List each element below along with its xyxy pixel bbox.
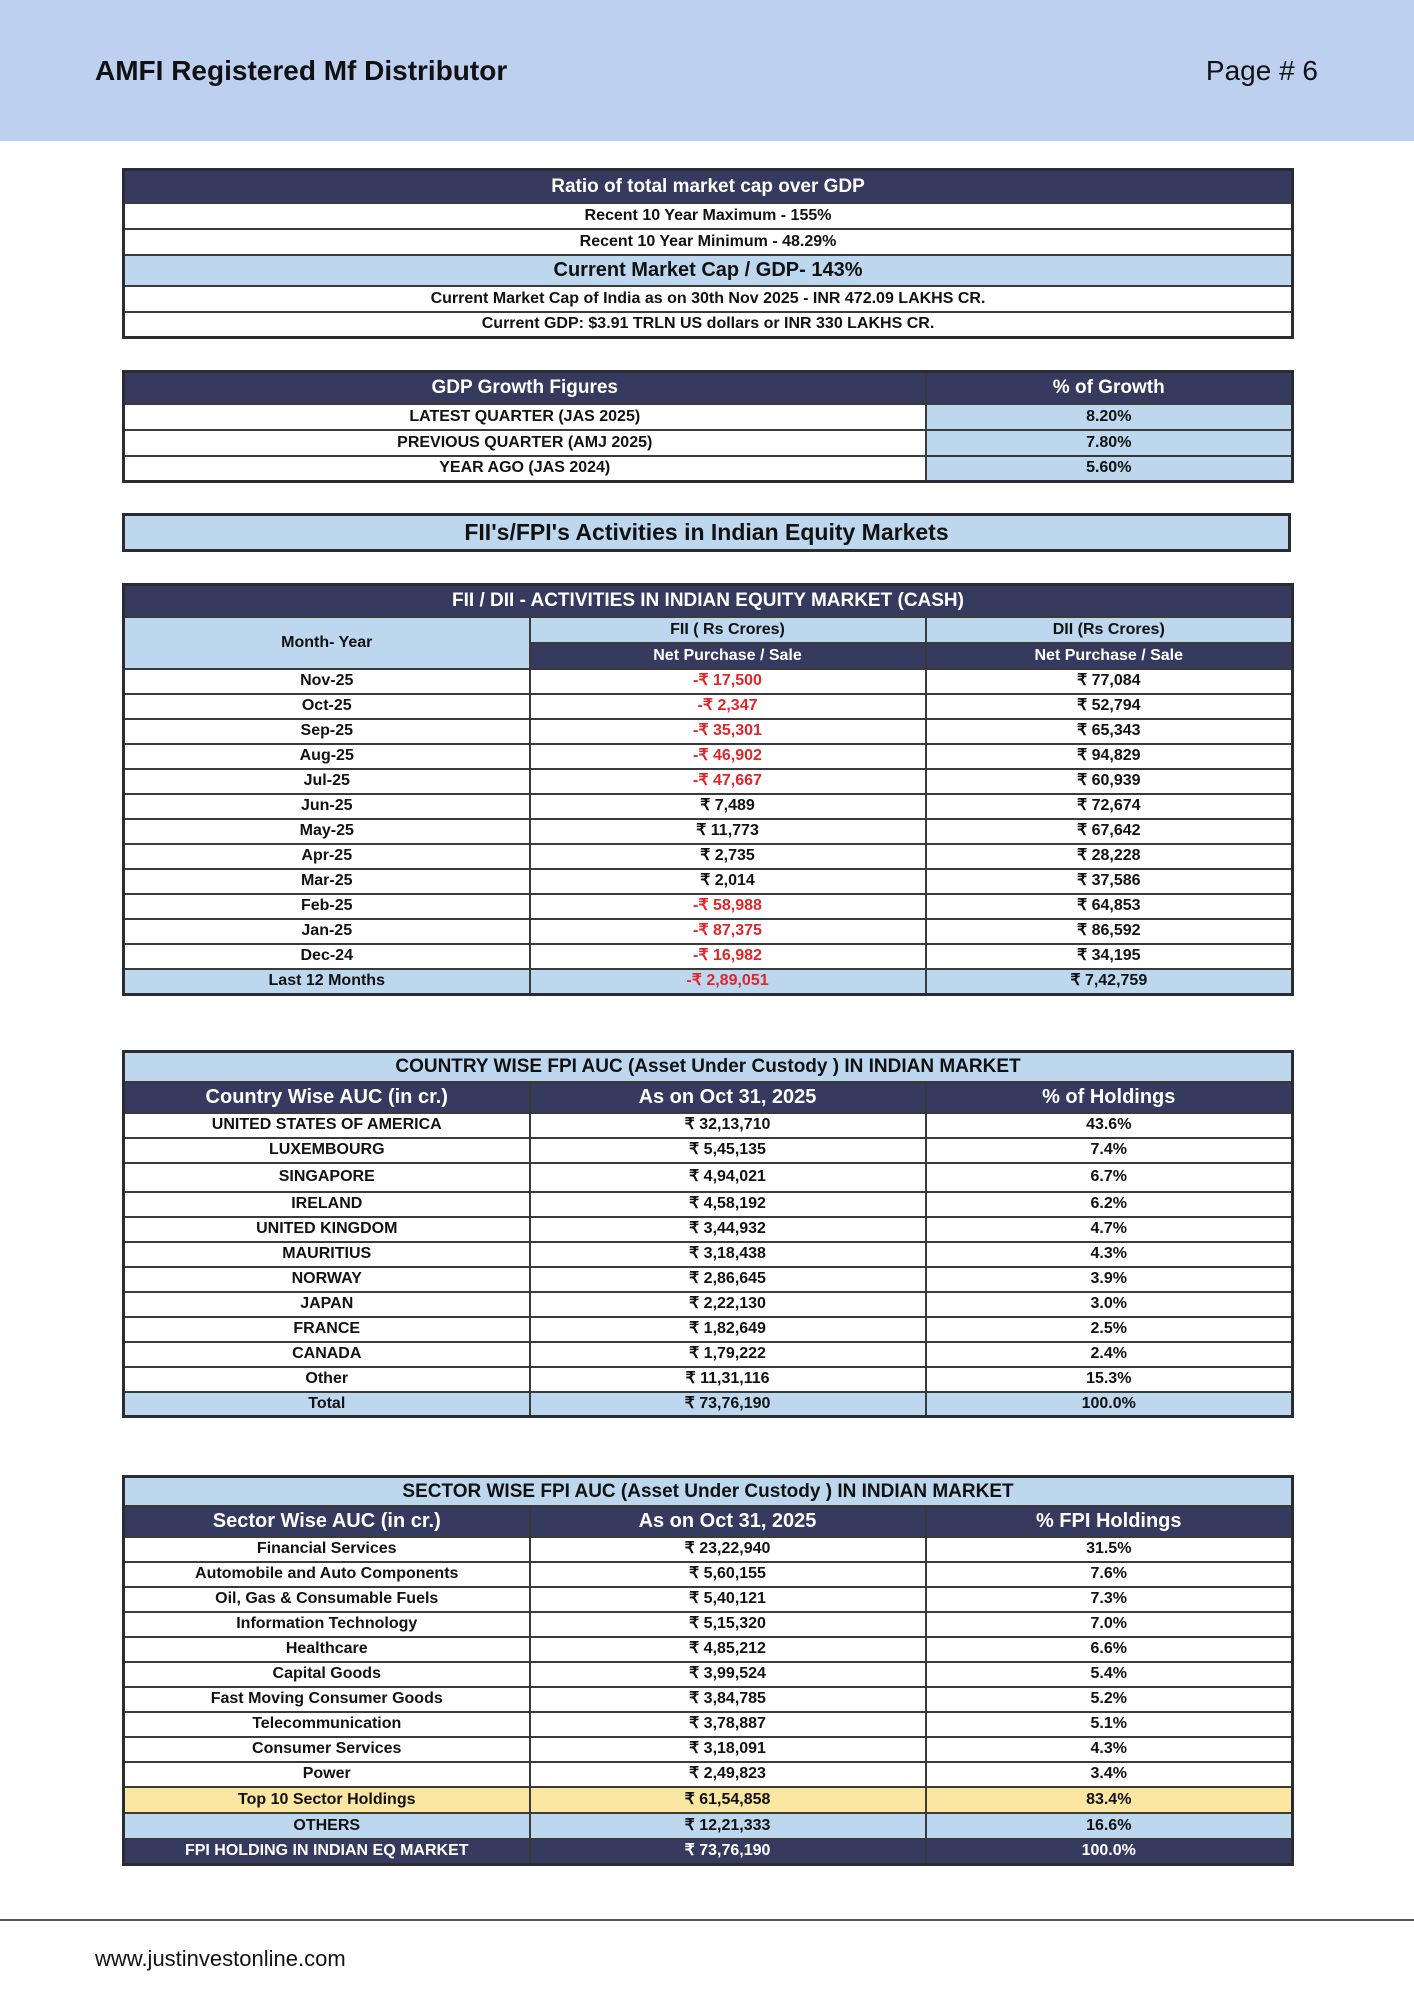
fii-row-cell-1: -₹ 2,347 [530,694,926,719]
sector-col-pct: % FPI Holdings [926,1506,1293,1537]
fii-row-cell-1: -₹ 35,301 [530,719,926,744]
fii-row-cell-1: -₹ 46,902 [530,744,926,769]
country-row-cell-2: 3.0% [926,1292,1293,1317]
country-row-cell-0: Other [124,1367,530,1392]
country-col-date: As on Oct 31, 2025 [530,1082,926,1113]
country-row-cell-1: ₹ 3,44,932 [530,1217,926,1242]
fii-row-cell-0: Mar-25 [124,869,530,894]
country-title: COUNTRY WISE FPI AUC (Asset Under Custody ) IN INDIAN MARKET [124,1052,1293,1082]
gdp-row-cell-0: PREVIOUS QUARTER (AMJ 2025) [124,430,926,456]
country-row-cell-1: ₹ 2,22,130 [530,1292,926,1317]
country-row-cell-2: 43.6% [926,1113,1293,1138]
sector-row [124,1637,1293,1662]
country-row [124,1163,1293,1192]
fii-row-cell-0: Jun-25 [124,794,530,819]
fii-row-cell-0: Apr-25 [124,844,530,869]
fii-row-cell-1: ₹ 11,773 [530,819,926,844]
fii-row-cell-2: ₹ 37,586 [926,869,1293,894]
fii-row-cell-1: ₹ 2,735 [530,844,926,869]
sector-row-cell-2: 6.6% [926,1637,1293,1662]
sector-row-cell-2: 5.2% [926,1687,1293,1712]
fii-row [124,919,1293,944]
sector-row-cell-0: Oil, Gas & Consumable Fuels [124,1587,530,1612]
sector-row [124,1537,1293,1562]
fii-row-cell-0: Jul-25 [124,769,530,794]
fii-row [124,794,1293,819]
sector-row-cell-0: Fast Moving Consumer Goods [124,1687,530,1712]
sector-others-row-cell-2: 16.6% [926,1813,1293,1839]
country-row [124,1192,1293,1217]
gdp-row-cell-1: 5.60% [926,456,1293,482]
fii-row-cell-1: ₹ 2,014 [530,869,926,894]
ratio-gdp: Current GDP: $3.91 TRLN US dollars or INR 330 LAKHS CR. [124,312,1293,338]
country-col-pct: % of Holdings [926,1082,1293,1113]
country-row-cell-2: 6.7% [926,1163,1293,1192]
country-row-cell-2: 7.4% [926,1138,1293,1163]
ratio-current: Current Market Cap / GDP- 143% [124,255,1293,286]
ratio-mcap: Current Market Cap of India as on 30th Nov 2025 - INR 472.09 LAKHS CR. [124,286,1293,312]
fii-section-banner: FII's/FPI's Activities in Indian Equity Markets [122,513,1291,552]
country-row-cell-2: 6.2% [926,1192,1293,1217]
country-row [124,1138,1293,1163]
ratio-max: Recent 10 Year Maximum - 155% [124,203,1293,229]
country-row [124,1367,1293,1392]
fii-row [124,769,1293,794]
fii-row-cell-0: Aug-25 [124,744,530,769]
ratio-min: Recent 10 Year Minimum - 48.29% [124,229,1293,255]
col-dii: DII (Rs Crores) [926,617,1293,643]
country-row-cell-2: 2.4% [926,1342,1293,1367]
gdp-row-cell-0: YEAR AGO (JAS 2024) [124,456,926,482]
col-dii-sub: Net Purchase / Sale [926,643,1293,669]
fii-row-cell-2: ₹ 94,829 [926,744,1293,769]
country-row-cell-1: ₹ 3,18,438 [530,1242,926,1267]
ratio-table [122,168,1294,339]
sector-row [124,1687,1293,1712]
country-row-cell-0: UNITED KINGDOM [124,1217,530,1242]
fii-row-cell-2: ₹ 64,853 [926,894,1293,919]
country-row-cell-1: ₹ 5,45,135 [530,1138,926,1163]
sector-row-cell-2: 7.3% [926,1587,1293,1612]
country-col-name: Country Wise AUC (in cr.) [124,1082,530,1113]
page-number: Page # 6 [1205,55,1318,86]
sector-row-cell-1: ₹ 3,99,524 [530,1662,926,1687]
sector-row [124,1712,1293,1737]
fii-row-cell-2: ₹ 77,084 [926,669,1293,694]
fii-row-cell-1: ₹ 7,489 [530,794,926,819]
sector-top10-row-cell-0: Top 10 Sector Holdings [124,1787,530,1813]
sector-top10-row-cell-1: ₹ 61,54,858 [530,1787,926,1813]
sector-row-cell-0: Power [124,1762,530,1787]
sector-row-cell-0: Automobile and Auto Components [124,1562,530,1587]
sector-row [124,1737,1293,1762]
fii-row-cell-1: -₹ 16,982 [530,944,926,969]
sector-title: SECTOR WISE FPI AUC (Asset Under Custody ) IN INDIAN MARKET [124,1477,1293,1506]
fii-row-cell-0: Dec-24 [124,944,530,969]
sector-row-cell-2: 5.1% [926,1712,1293,1737]
col-fii: FII ( Rs Crores) [530,617,926,643]
country-total-row-cell-2: 100.0% [926,1392,1293,1417]
country-row-cell-1: ₹ 4,58,192 [530,1192,926,1217]
sector-row-cell-2: 3.4% [926,1762,1293,1787]
fii-row-cell-1: -₹ 17,500 [530,669,926,694]
country-row-cell-1: ₹ 2,86,645 [530,1267,926,1292]
country-total-row-cell-1: ₹ 73,76,190 [530,1392,926,1417]
fii-row [124,694,1293,719]
country-row-cell-0: SINGAPORE [124,1163,530,1192]
gdp-row [124,456,1293,482]
fii-total-row-cell-0: Last 12 Months [124,969,530,995]
sector-row-cell-0: Financial Services [124,1537,530,1562]
fii-row [124,744,1293,769]
country-row-cell-0: IRELAND [124,1192,530,1217]
sector-row-cell-2: 4.3% [926,1737,1293,1762]
ratio-title: Ratio of total market cap over GDP [124,170,1293,203]
sector-total-row-cell-2: 100.0% [926,1839,1293,1865]
country-row [124,1113,1293,1138]
sector-row-cell-0: Consumer Services [124,1737,530,1762]
fii-row-cell-0: Sep-25 [124,719,530,744]
sector-row-cell-0: Capital Goods [124,1662,530,1687]
sector-row-cell-1: ₹ 5,40,121 [530,1587,926,1612]
sector-row-cell-2: 5.4% [926,1662,1293,1687]
fii-row-cell-2: ₹ 72,674 [926,794,1293,819]
country-row-cell-0: MAURITIUS [124,1242,530,1267]
country-row-cell-2: 3.9% [926,1267,1293,1292]
fii-row-cell-2: ₹ 67,642 [926,819,1293,844]
country-row-cell-2: 2.5% [926,1317,1293,1342]
gdp-growth-table [122,370,1294,483]
gdp-col-growth: % of Growth [926,372,1293,404]
page-header [0,0,1414,141]
sector-row [124,1612,1293,1637]
country-row-cell-0: FRANCE [124,1317,530,1342]
gdp-row-cell-0: LATEST QUARTER (JAS 2025) [124,404,926,430]
sector-row-cell-0: Telecommunication [124,1712,530,1737]
sector-row-cell-1: ₹ 3,78,887 [530,1712,926,1737]
country-total-row-cell-0: Total [124,1392,530,1417]
fii-row [124,819,1293,844]
country-row-cell-1: ₹ 1,82,649 [530,1317,926,1342]
sector-row [124,1562,1293,1587]
sector-row [124,1587,1293,1612]
sector-row-cell-0: Information Technology [124,1612,530,1637]
country-row [124,1217,1293,1242]
fii-row-cell-2: ₹ 34,195 [926,944,1293,969]
fii-row-cell-2: ₹ 65,343 [926,719,1293,744]
sector-total-row-cell-0: FPI HOLDING IN INDIAN EQ MARKET [124,1839,530,1865]
sector-top10-row-cell-2: 83.4% [926,1787,1293,1813]
sector-others-row-cell-1: ₹ 12,21,333 [530,1813,926,1839]
country-row-cell-0: UNITED STATES OF AMERICA [124,1113,530,1138]
fii-row [124,944,1293,969]
sector-row-cell-1: ₹ 5,15,320 [530,1612,926,1637]
fii-row [124,719,1293,744]
fii-row-cell-2: ₹ 28,228 [926,844,1293,869]
sector-row [124,1662,1293,1687]
fii-title: FII / DII - ACTIVITIES IN INDIAN EQUITY MARKET (CASH) [124,585,1293,617]
sector-row-cell-1: ₹ 3,18,091 [530,1737,926,1762]
sector-row-cell-2: 31.5% [926,1537,1293,1562]
sector-others-row-cell-0: OTHERS [124,1813,530,1839]
country-total-row [124,1392,1293,1417]
fii-row-cell-2: ₹ 86,592 [926,919,1293,944]
gdp-row [124,404,1293,430]
fii-total-row-cell-2: ₹ 7,42,759 [926,969,1293,995]
sector-others-row [124,1813,1293,1839]
gdp-row [124,430,1293,456]
fii-row-cell-1: -₹ 47,667 [530,769,926,794]
fii-dii-table [122,583,1294,996]
country-row [124,1292,1293,1317]
fii-row-cell-2: ₹ 60,939 [926,769,1293,794]
sector-row-cell-1: ₹ 23,22,940 [530,1537,926,1562]
fii-row-cell-0: Feb-25 [124,894,530,919]
country-row-cell-0: CANADA [124,1342,530,1367]
country-row-cell-1: ₹ 11,31,116 [530,1367,926,1392]
fii-row-cell-0: Jan-25 [124,919,530,944]
gdp-col-figures: GDP Growth Figures [124,372,926,404]
fii-row [124,669,1293,694]
fii-row-cell-1: -₹ 58,988 [530,894,926,919]
fii-row [124,894,1293,919]
country-row-cell-0: JAPAN [124,1292,530,1317]
country-row-cell-1: ₹ 1,79,222 [530,1342,926,1367]
country-row-cell-0: LUXEMBOURG [124,1138,530,1163]
gdp-row-cell-1: 8.20% [926,404,1293,430]
country-row-cell-2: 4.3% [926,1242,1293,1267]
sector-row-cell-1: ₹ 3,84,785 [530,1687,926,1712]
sector-row-cell-0: Healthcare [124,1637,530,1662]
fii-row-cell-0: May-25 [124,819,530,844]
sector-row [124,1762,1293,1787]
sector-fpi-table [122,1475,1294,1866]
country-row [124,1317,1293,1342]
fii-row-cell-0: Oct-25 [124,694,530,719]
sector-row-cell-1: ₹ 4,85,212 [530,1637,926,1662]
country-row-cell-2: 4.7% [926,1217,1293,1242]
country-row [124,1342,1293,1367]
footer-divider [0,1919,1414,1921]
country-row-cell-1: ₹ 4,94,021 [530,1163,926,1192]
fii-row [124,844,1293,869]
country-row-cell-1: ₹ 32,13,710 [530,1113,926,1138]
sector-row-cell-1: ₹ 5,60,155 [530,1562,926,1587]
fii-row-cell-2: ₹ 52,794 [926,694,1293,719]
header-title: AMFI Registered Mf Distributor [95,55,508,86]
country-row-cell-2: 15.3% [926,1367,1293,1392]
country-row-cell-0: NORWAY [124,1267,530,1292]
sector-total-row-cell-1: ₹ 73,76,190 [530,1839,926,1865]
sector-row-cell-2: 7.6% [926,1562,1293,1587]
footer-website: www.justinvestonline.com [95,1946,346,1971]
country-row [124,1267,1293,1292]
col-fii-sub: Net Purchase / Sale [530,643,926,669]
sector-total-row [124,1839,1293,1865]
fii-row [124,869,1293,894]
fii-row-cell-0: Nov-25 [124,669,530,694]
fii-row-cell-1: -₹ 87,375 [530,919,926,944]
sector-top10-row [124,1787,1293,1813]
sector-col-name: Sector Wise AUC (in cr.) [124,1506,530,1537]
fii-total-row [124,969,1293,995]
fii-total-row-cell-1: -₹ 2,89,051 [530,969,926,995]
gdp-row-cell-1: 7.80% [926,430,1293,456]
sector-col-date: As on Oct 31, 2025 [530,1506,926,1537]
country-row [124,1242,1293,1267]
sector-row-cell-1: ₹ 2,49,823 [530,1762,926,1787]
col-month-year: Month- Year [124,617,530,669]
sector-row-cell-2: 7.0% [926,1612,1293,1637]
country-fpi-table [122,1050,1294,1418]
